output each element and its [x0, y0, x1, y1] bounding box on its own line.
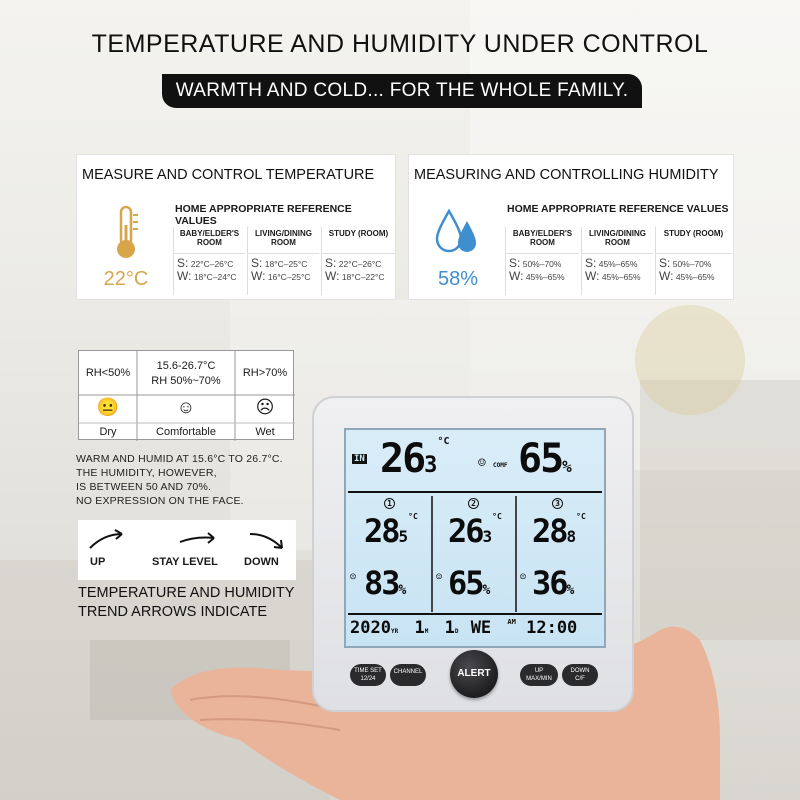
ref-col-values	[174, 253, 245, 283]
temperature-ref-col-2	[247, 227, 319, 295]
comfort-range-temp: 15.6-26.7°C	[156, 360, 216, 372]
description-line: NO EXPRESSION ON THE FACE.	[76, 495, 244, 507]
channel-temp-int: 26	[448, 512, 483, 550]
comfortable-label: Comfortable	[156, 426, 216, 438]
summer-value: 50%–70%	[672, 259, 712, 269]
comfort-range-humidity: RH 50%~70%	[151, 375, 221, 387]
ref-col-values	[322, 253, 395, 283]
ref-col-head: BABY/ELDER'S ROOM	[179, 229, 240, 247]
channel-humidity-value: 36	[532, 564, 567, 602]
channel-1-number: 1	[384, 498, 395, 509]
weekday-value: WE	[470, 618, 492, 638]
dry-range: RH<50%	[85, 367, 131, 379]
alert-button[interactable]: ALERT	[450, 650, 498, 698]
winter-label: W:	[251, 269, 266, 283]
channel-3-comfort-icon: ☹	[520, 572, 527, 583]
channel-2-number: 2	[468, 498, 479, 509]
trend-up-label: UP	[90, 556, 106, 568]
winter-label: W:	[659, 269, 674, 283]
neutral-face-icon: 😐	[96, 397, 120, 417]
summer-value: 50%–70%	[522, 259, 562, 269]
percent-icon: %	[562, 457, 572, 476]
ref-col-head: STUDY (ROOM)	[328, 229, 389, 238]
indoor-humidity	[518, 436, 572, 482]
ref-col-head: LIVING/DINING ROOM	[589, 229, 646, 247]
summer-label: S:	[659, 256, 671, 270]
comf-label: COMF	[493, 462, 508, 469]
channel-1-comfort-icon: ☹	[350, 572, 357, 583]
summer-label: S:	[585, 256, 597, 270]
comfort-description	[76, 452, 316, 508]
summer-label: S:	[325, 256, 337, 270]
comfort-face-icon: ☺	[478, 456, 486, 471]
summer-value: 45%–65%	[598, 259, 638, 269]
percent-icon: %	[566, 583, 575, 598]
channel-2-comfort-icon: ☺	[436, 572, 443, 583]
temperature-icon-cell	[83, 199, 169, 299]
summer-value: 22°C–26°C	[190, 259, 234, 269]
channel-humidity-value: 83	[364, 564, 399, 602]
ref-col-values	[506, 253, 579, 283]
summer-value: 22°C–26°C	[338, 259, 382, 269]
temperature-card-heading: MEASURE AND CONTROL TEMPERATURE	[77, 155, 395, 195]
wet-label: Wet	[255, 426, 275, 438]
time-set-button[interactable]	[350, 664, 386, 686]
humidity-card-body	[409, 199, 733, 299]
channel-temp-dec: 8	[566, 527, 577, 546]
dry-label: Dry	[99, 426, 117, 438]
winter-value: 18°C–24°C	[193, 272, 237, 282]
summer-label: S:	[251, 256, 263, 270]
summer-label: S:	[509, 256, 521, 270]
ref-col-values	[582, 253, 653, 283]
humidity-value: 58%	[437, 268, 479, 290]
channel-2-temp	[448, 512, 502, 550]
ref-col-head: LIVING/DINING ROOM	[255, 229, 312, 247]
percent-icon: %	[398, 583, 407, 598]
trend-arrows-box	[78, 520, 296, 580]
ref-col-head: BABY/ELDER'S ROOM	[512, 229, 573, 247]
wet-range: RH>70%	[242, 367, 288, 379]
month-value: 1	[414, 618, 425, 638]
indoor-temp	[380, 436, 449, 482]
time-value: 12:00	[526, 618, 578, 638]
winter-value: 16°C–25°C	[267, 272, 311, 282]
up-button[interactable]	[520, 664, 558, 686]
sad-face-icon: ☹	[255, 397, 275, 417]
channel-3-number: 3	[552, 498, 563, 509]
humidity-card	[408, 154, 734, 300]
winter-label: W:	[177, 269, 192, 283]
humidity-ref-col-3	[655, 227, 731, 295]
channel-label: CHANNEL	[393, 669, 423, 675]
channel-button[interactable]	[390, 664, 426, 686]
winter-value: 45%–65%	[601, 272, 641, 282]
date-time-row	[350, 618, 600, 638]
ampm-value: AM	[507, 618, 516, 626]
year-label: YR	[390, 628, 399, 635]
channel-temp-dec: 5	[398, 527, 409, 546]
humidity-ref-col-2	[581, 227, 653, 295]
summer-label: S:	[177, 256, 189, 270]
up-label: UP	[534, 668, 544, 674]
month-label: M	[424, 628, 429, 635]
smiling-face-icon: ☺	[176, 397, 196, 417]
channel-3-humidity	[532, 564, 574, 602]
temperature-ref-col-1	[173, 227, 245, 295]
indoor-humidity-value: 65	[518, 436, 563, 482]
page-title: TEMPERATURE AND HUMIDITY UNDER CONTROL	[91, 30, 709, 58]
indoor-temp-int: 26	[380, 436, 425, 482]
lcd-screen	[344, 428, 606, 648]
trend-stay-label: STAY LEVEL	[152, 556, 218, 568]
thermometer-hygrometer-device	[312, 396, 634, 712]
winter-value: 45%–65%	[525, 272, 565, 282]
temperature-ref-col-3	[321, 227, 395, 295]
channel-humidity-value: 65	[448, 564, 483, 602]
year-value: 2020	[350, 618, 391, 638]
up-arrow-icon	[86, 528, 130, 552]
indoor-temp-dec: 3	[424, 453, 438, 478]
comfort-level-table	[78, 350, 294, 440]
temperature-card	[76, 154, 396, 300]
celsius-icon: °C	[492, 512, 502, 521]
time-set-label: TIME SET	[354, 668, 382, 674]
winter-label: W:	[325, 269, 340, 283]
down-button[interactable]	[562, 664, 598, 686]
description-line: WARM AND HUMID AT 15.6°C TO 26.7°C.	[76, 453, 283, 465]
temperature-value: 22°C	[103, 268, 149, 290]
temperature-card-body	[77, 199, 395, 299]
down-arrow-icon	[246, 528, 290, 552]
temperature-ref-title: HOME APPROPRIATE REFERENCE VALUES	[175, 203, 352, 227]
celsius-icon: °C	[408, 512, 418, 521]
up-sub-label: MAX/MIN	[526, 676, 552, 682]
thermometer-icon	[106, 205, 146, 261]
winter-value: 45%–65%	[675, 272, 715, 282]
day-label: D	[454, 628, 459, 635]
channel-1-humidity	[364, 564, 406, 602]
ref-col-head: STUDY (ROOM)	[663, 229, 724, 238]
channel-temp-int: 28	[532, 512, 567, 550]
trend-caption-line: TEMPERATURE AND HUMIDITY	[78, 585, 295, 601]
ref-col-values	[656, 253, 731, 283]
trend-caption	[78, 584, 318, 622]
percent-icon: %	[482, 583, 491, 598]
trend-caption-line: TREND ARROWS INDICATE	[78, 604, 268, 620]
description-line: IS BETWEEN 50 AND 70%.	[76, 481, 212, 493]
channel-1-temp	[364, 512, 418, 550]
description-line: THE HUMIDITY, HOWEVER,	[76, 467, 217, 479]
channel-temp-dec: 3	[482, 527, 493, 546]
humidity-ref-col-1	[505, 227, 579, 295]
humidity-icon-cell	[415, 199, 501, 299]
humidity-card-heading: MEASURING AND CONTROLLING HUMIDITY	[409, 155, 733, 195]
channel-2-humidity	[448, 564, 490, 602]
winter-label: W:	[509, 269, 524, 283]
humidity-ref-title: HOME APPROPRIATE REFERENCE VALUES	[507, 203, 729, 215]
indoor-label: IN	[354, 454, 365, 464]
winter-label: W:	[585, 269, 600, 283]
down-sub-label: C/F	[575, 676, 585, 682]
down-label: DOWN	[570, 668, 590, 674]
channel-temp-int: 28	[364, 512, 399, 550]
celsius-icon: °C	[576, 512, 586, 521]
level-arrow-icon	[176, 528, 220, 552]
water-drops-icon	[433, 205, 483, 261]
subtitle-banner: WARMTH AND COLD... FOR THE WHOLE FAMILY.	[162, 74, 642, 108]
summer-value: 18°C–25°C	[264, 259, 308, 269]
winter-value: 18°C–22°C	[341, 272, 385, 282]
channel-3-temp	[532, 512, 586, 550]
time-set-sub-label: 12/24	[360, 676, 376, 682]
celsius-icon: °C	[437, 436, 450, 447]
day-value: 1	[444, 618, 455, 638]
trend-down-label: DOWN	[244, 556, 279, 568]
ref-col-values	[248, 253, 319, 283]
